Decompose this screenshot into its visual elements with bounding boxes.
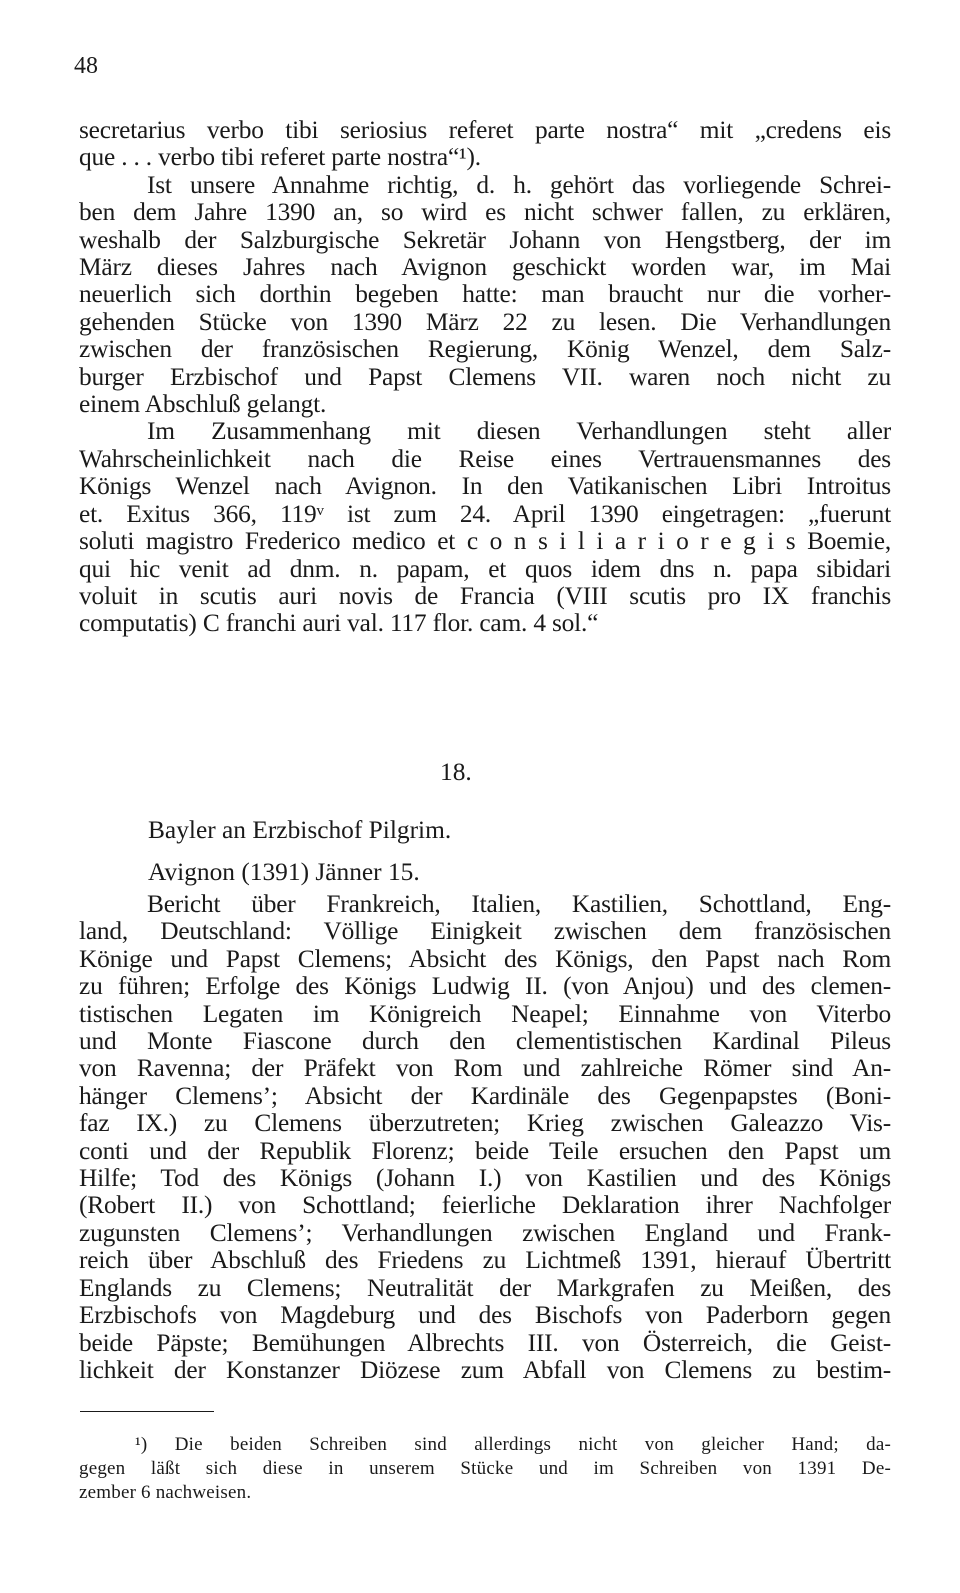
text-line: burger Erzbischof und Papst Clemens VII. waren noch nicht zu xyxy=(79,362,891,391)
footnote-line: zember 6 nachweisen. xyxy=(79,1482,252,1503)
text-line: neuerlich sich dorthin begeben hatte: man braucht nur die vorher- xyxy=(79,280,891,309)
text-line: gehenden Stücke von 1390 März 22 zu lesen. Die Verhandlungen xyxy=(79,307,891,336)
text-line: Bericht über Frankreich, Italien, Kastilien, Schottland, Eng- xyxy=(147,890,891,918)
text-line: und Monte Fiascone durch den clementistischen Kardinal Pileus xyxy=(79,1027,891,1056)
text-line: März dieses Jahres nach Avignon geschickt worden war, im Mai xyxy=(79,253,891,282)
text-line: land, Deutschland: Völlige Einigkeit zwischen dem französischen xyxy=(79,917,891,946)
text-line: einem Abschluß gelangt. xyxy=(79,390,327,419)
text-line: von Ravenna; der Präfekt von Rom und zahlreiche Römer sind An- xyxy=(79,1054,891,1083)
text-line: que . . . verbo tibi referet parte nostra“¹). xyxy=(79,143,481,172)
text-line: conti und der Republik Florenz; beide Teile ersuchen den Papst um xyxy=(79,1136,891,1165)
text-line: zugunsten Clemens’; Verhandlungen zwischen England und Frank- xyxy=(79,1218,891,1247)
text-line: reich über Abschluß des Friedens zu Lichtmeß 1391, hierauf Übertritt xyxy=(79,1246,891,1275)
footnote xyxy=(79,1433,891,1505)
page-number: 48 xyxy=(74,53,98,79)
text-line: voluit in scutis auri novis de Francia (VIII scutis pro IX franchis xyxy=(79,581,891,610)
text-line: Hilfe; Tod des Königs (Johann I.) von Kastilien und des Königs xyxy=(79,1164,891,1193)
continuation-text xyxy=(79,117,891,638)
text-line: qui hic venit ad dnm. n. papam, et quos idem dns n. papa sibidari xyxy=(79,554,891,583)
text-line: faz IX.) zu Clemens überzutreten; Krieg zwischen Galeazzo Vis- xyxy=(79,1109,891,1138)
document-date: Avignon (1391) Jänner 15. xyxy=(148,858,420,886)
text-line: Wahrscheinlichkeit nach die Reise eines Vertrauensmannes des xyxy=(79,444,891,473)
document-title: Bayler an Erzbischof Pilgrim. xyxy=(148,816,452,844)
text-line: secretarius verbo tibi seriosius referet parte nostra“ mit „credens eis xyxy=(79,116,891,144)
text-line: zwischen der französischen Regierung, König Wenzel, dem Salz- xyxy=(79,335,891,364)
text-line: beide Päpste; Bemühungen Albrechts III. von Österreich, die Geist- xyxy=(79,1328,891,1357)
text-line: weshalb der Salzburgische Sekretär Johann von Hengstberg, der im xyxy=(79,225,891,254)
text-line: lichkeit der Konstanzer Diözese zum Abfall von Clemens zu bestim- xyxy=(79,1355,891,1384)
text-line: Erzbischofs von Magdeburg und des Bischofs von Paderborn gegen xyxy=(79,1301,891,1330)
text-line: tistischen Legaten im Königreich Neapel; Einnahme von Viterbo xyxy=(79,999,891,1028)
document-summary xyxy=(79,891,891,1384)
footnote-line: gegen läßt sich diese in unserem Stücke und im Schreiben von 1391 De- xyxy=(79,1458,891,1479)
text-line: hänger Clemens’; Absicht der Kardinäle des Gegenpapstes (Boni- xyxy=(79,1081,891,1110)
text-line: Könige und Papst Clemens; Absicht des Königs, den Papst nach Rom xyxy=(79,944,891,973)
text-line: Im Zusammenhang mit diesen Verhandlungen steht aller xyxy=(147,417,891,446)
text-line: et. Exitus 366, 119ᵛ ist zum 24. April 1390 eingetragen: „fuerunt xyxy=(79,499,891,528)
document-number: 18. xyxy=(440,758,472,786)
text-line: computatis) C franchi auri val. 117 flor. cam. 4 sol.“ xyxy=(79,609,599,638)
text-line: (Robert II.) von Schottland; feierliche Deklaration ihrer Nachfolger xyxy=(79,1191,891,1220)
footnote-line: ¹) Die beiden Schreiben sind allerdings nicht von gleicher Hand; da- xyxy=(135,1434,891,1455)
footnote-separator xyxy=(80,1411,214,1412)
text-line: soluti magistro Frederico medico et c o n s i l i a r i o r e g i s Boemie, xyxy=(79,527,891,556)
text-line: ben dem Jahre 1390 an, so wird es nicht schwer fallen, zu erklären, xyxy=(79,198,891,227)
text-line: zu führen; Erfolge des Königs Ludwig II. (von Anjou) und des clemen- xyxy=(79,972,891,1001)
text-line: Königs Wenzel nach Avignon. In den Vatikanischen Libri Introitus xyxy=(79,472,891,501)
text-line: Ist unsere Annahme richtig, d. h. gehört das vorliegende Schrei- xyxy=(147,170,891,199)
text-line: Englands zu Clemens; Neutralität der Markgrafen zu Meißen, des xyxy=(79,1273,891,1302)
